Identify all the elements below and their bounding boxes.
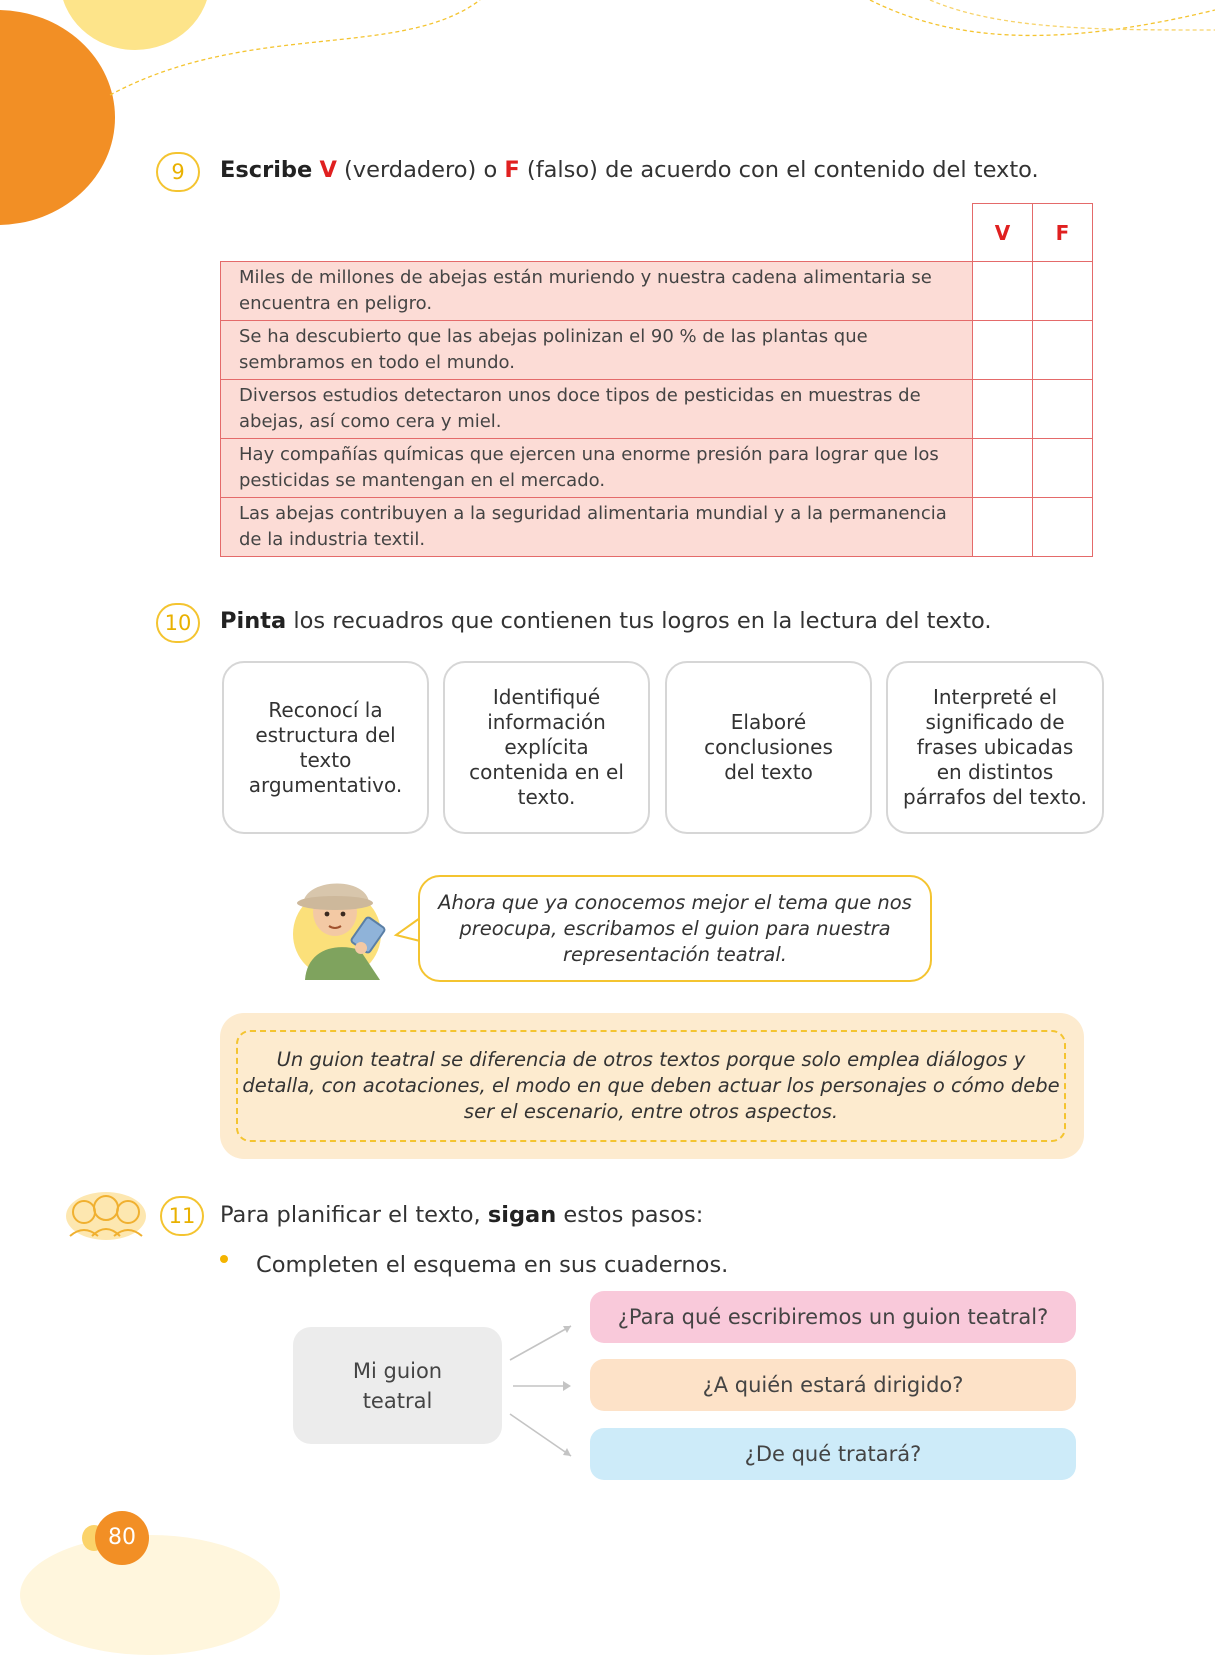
activity-9-rest: (falso) de acuerdo con el contenido del texto. bbox=[526, 157, 1039, 183]
answer-f-3[interactable] bbox=[1033, 380, 1093, 439]
table-row bbox=[221, 439, 1093, 498]
achievement-box-1[interactable] bbox=[222, 661, 429, 834]
answer-f-4[interactable] bbox=[1033, 439, 1093, 498]
scheme-question-purpose bbox=[590, 1291, 1076, 1343]
v-letter: V bbox=[319, 157, 337, 183]
bullet-dot bbox=[220, 1255, 228, 1263]
activity-10-rest: los recuadros que contienen tus logros en la lectura del texto. bbox=[293, 608, 992, 634]
answer-v-4[interactable] bbox=[973, 439, 1033, 498]
scheme-question-text-2: ¿A quién estará dirigido? bbox=[702, 1373, 964, 1397]
table-row bbox=[221, 262, 1093, 321]
table-row bbox=[221, 498, 1093, 557]
achievement-box-3[interactable] bbox=[665, 661, 872, 834]
answer-v-5[interactable] bbox=[973, 498, 1033, 557]
activity-11-bullet: Completen el esquema en sus cuadernos. bbox=[256, 1252, 729, 1278]
activity-9-number: 9 bbox=[156, 152, 200, 192]
column-f-header: F bbox=[1033, 204, 1093, 262]
answer-v-3[interactable] bbox=[973, 380, 1033, 439]
scheme-arrows bbox=[505, 1310, 585, 1460]
scheme-center-text: Mi guion teatral bbox=[352, 1358, 443, 1413]
activity-9-verb: Escribe bbox=[220, 157, 313, 183]
speech-text: Ahora que ya conocemos mejor el tema que nos preocupa, escribamos el guion para nuestra representación teatral. bbox=[438, 890, 912, 966]
activity-11-rest: estos pasos: bbox=[563, 1202, 704, 1228]
activity-11-number: 11 bbox=[160, 1196, 204, 1236]
scheme-center-box bbox=[293, 1327, 502, 1444]
achievement-text-1: Reconocí la estructura del texto argumentativo. bbox=[248, 697, 403, 797]
page-number: 80 bbox=[95, 1511, 149, 1565]
achievement-text-2: Identifiqué información explícita contenida en el texto. bbox=[469, 685, 624, 809]
achievement-box-2[interactable] bbox=[443, 661, 650, 834]
column-v-header: V bbox=[973, 204, 1033, 262]
table-header-row bbox=[221, 204, 1093, 262]
scheme-question-text-3: ¿De qué tratará? bbox=[744, 1442, 922, 1466]
header-spacer bbox=[221, 204, 973, 262]
decor-blob-bottom bbox=[20, 1535, 280, 1655]
activity-10-instruction bbox=[220, 608, 992, 634]
achievement-box-4[interactable] bbox=[886, 661, 1104, 834]
group-work-icon bbox=[62, 1186, 148, 1242]
scheme-question-topic bbox=[590, 1428, 1076, 1480]
activity-10-verb: Pinta bbox=[220, 608, 287, 634]
answer-f-1[interactable] bbox=[1033, 262, 1093, 321]
scheme-question-audience bbox=[590, 1359, 1076, 1411]
activity-9-instruction bbox=[220, 157, 1039, 183]
activity-11-instruction bbox=[220, 1202, 703, 1228]
answer-f-5[interactable] bbox=[1033, 498, 1093, 557]
answer-f-2[interactable] bbox=[1033, 321, 1093, 380]
answer-v-1[interactable] bbox=[973, 262, 1033, 321]
info-box bbox=[220, 1013, 1084, 1159]
statement-2: Se ha descubierto que las abejas polinizan el 90 % de las plantas que sembramos en todo el mundo. bbox=[221, 321, 973, 380]
scheme-question-text-1: ¿Para qué escribiremos un guion teatral? bbox=[617, 1305, 1049, 1329]
f-letter: F bbox=[504, 157, 520, 183]
activity-11-verb: sigan bbox=[487, 1202, 557, 1228]
statement-1: Miles de millones de abejas están muriendo y nuestra cadena alimentaria se encuentra en peligro. bbox=[221, 262, 973, 321]
decor-wave-lines bbox=[0, 0, 1215, 120]
table-row bbox=[221, 380, 1093, 439]
v-description: (verdadero) o bbox=[344, 157, 498, 183]
achievement-text-3: Elaboré conclusiones del texto bbox=[704, 710, 833, 784]
table-row bbox=[221, 321, 1093, 380]
boy-with-tablet-illustration bbox=[285, 870, 400, 980]
answer-v-2[interactable] bbox=[973, 321, 1033, 380]
true-false-table bbox=[220, 203, 1093, 557]
statement-3: Diversos estudios detectaron unos doce tipos de pesticidas en muestras de abejas, así como cera y miel. bbox=[221, 380, 973, 439]
activity-11-pre: Para planificar el texto, bbox=[220, 1202, 481, 1228]
speech-bubble bbox=[418, 875, 932, 982]
info-text: Un guion teatral se diferencia de otros textos porque solo emplea diálogos y detalla, con acotaciones, el modo en que deben actuar los personajes o cómo debe ser el escenario, entre otros aspectos. bbox=[242, 1048, 1060, 1123]
achievement-text-4: Interpreté el significado de frases ubicadas en distintos párrafos del texto. bbox=[903, 685, 1087, 809]
info-box-inner bbox=[236, 1030, 1066, 1142]
statement-5: Las abejas contribuyen a la seguridad alimentaria mundial y a la permanencia de la industria textil. bbox=[221, 498, 973, 557]
statement-4: Hay compañías químicas que ejercen una enorme presión para lograr que los pesticidas se mantengan en el mercado. bbox=[221, 439, 973, 498]
activity-10-number: 10 bbox=[156, 603, 200, 643]
